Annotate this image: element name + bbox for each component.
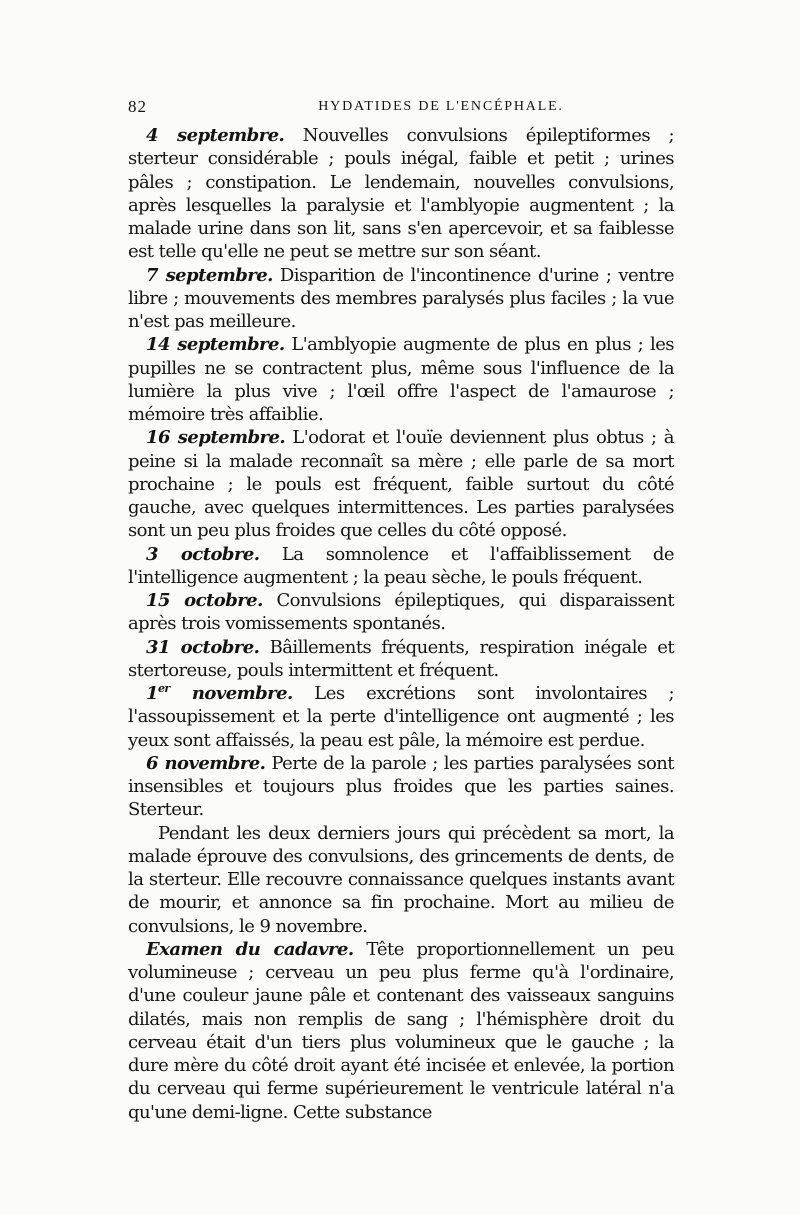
paragraph-death xyxy=(128,822,674,938)
entry-text: L'amblyopie augmente de plus en plus ; les pupilles ne se contractent plus, même sous l'influence de la lumière la plus vive ; l'œil offre l'aspect de l'amaurose ; mémoire très affaiblie. xyxy=(128,334,674,425)
entry-text: Convulsions épileptiques, qui disparaissent après trois vomissements spontanés. xyxy=(128,590,675,635)
entry-text: Nouvelles convulsions épileptiformes ; sterteur considérable ; pouls inégal, faible et petit ; urines pâles ; constipation. Le lendemain, nouvelles convulsions, après lesquelles la paralysie et l'amblyopie augmentent ; la malade urine dans son lit, sans s'en apercevoir, et sa faiblesse est telle qu'elle ne peut se mettre sur son séant. xyxy=(128,125,675,263)
entry-text: Disparition de l'incontinence d'urine ; ventre libre ; mouvements des membres paralysés plus faciles ; la vue n'est pas meilleure. xyxy=(128,264,674,332)
paragraph-1-novembre xyxy=(128,682,674,752)
entry-date: 15 octobre. xyxy=(146,590,263,611)
entry-date-month: novembre. xyxy=(169,683,293,704)
entry-text: L'odorat et l'ouïe deviennent plus obtus ; à peine si la malade reconnaît sa mère ; elle parle de sa mort prochaine ; le pouls est fréquent, faible surtout du côté gauche, avec quelques intermittences. Les parties paralysées sont un peu plus froides que celles du côté opposé. xyxy=(128,427,674,542)
body-text xyxy=(128,124,674,1124)
entry-date xyxy=(146,683,293,704)
entry-date-prefix: 1 xyxy=(146,683,158,704)
entry-text: Bâillements fréquents, respiration inégale et stertoreuse, pouls intermittent et fréquent. xyxy=(128,636,675,681)
paragraph-3-octobre xyxy=(128,543,674,590)
paragraph-31-octobre xyxy=(128,636,674,683)
paragraph-14-septembre xyxy=(128,333,674,426)
entry-text: Perte de la parole ; les parties paralysées sont insensibles et toujours plus froides que les parties saines. Sterteur. xyxy=(128,752,674,821)
section-heading: Examen du cadavre. xyxy=(146,938,354,960)
paragraph-16-septembre xyxy=(128,426,674,542)
entry-date-superscript: er xyxy=(157,682,170,695)
entry-text: Pendant les deux derniers jours qui précèdent sa mort, la malade éprouve des convulsions, des grincements de dents, de la sterteur. Elle recouvre connaissance quelques instants avant de mourir, et annonce sa fin prochaine. Mort au milieu de convulsions, le 9 novembre. xyxy=(128,822,674,937)
entry-date: 3 octobre. xyxy=(146,543,260,565)
entry-date: 7 septembre. xyxy=(146,264,273,286)
paragraph-autopsy xyxy=(128,938,674,1124)
paragraph-6-novembre xyxy=(128,752,674,822)
entry-text: La somnolence et l'affaiblissement de l'intelligence augmentent ; la peau sèche, le pouls fréquent. xyxy=(128,543,674,588)
entry-text: Les excrétions sont involontaires ; l'assoupissement et la perte d'intelligence ont augmenté ; les yeux sont affaissés, la peau est pâle, la mémoire est perdue. xyxy=(128,683,674,751)
entry-date: 4 septembre. xyxy=(146,125,285,146)
entry-date: 16 septembre. xyxy=(146,427,286,449)
page-header xyxy=(128,97,674,121)
running-title: HYDATIDES DE L'ENCÉPHALE. xyxy=(318,99,564,114)
paragraph-15-octobre xyxy=(128,589,674,636)
entry-date: 31 octobre. xyxy=(146,636,260,658)
page-number: 82 xyxy=(128,97,147,116)
entry-text: Tête proportionnellement un peu volumineuse ; cerveau un peu plus ferme qu'à l'ordinaire, d'une couleur jaune pâle et contenant des vaisseaux sanguins dilatés, mais non remplis de sang ; l'hémisphère droit du cerveau était d'un tiers plus volumineux que le gauche ; la dure mère du côté droit ayant été incisée et enlevée, la portion du cerveau qui ferme supérieurement le ventricule latéral n'a qu'une demi-ligne. Cette substance xyxy=(128,938,674,1123)
entry-date: 14 septembre. xyxy=(146,334,285,356)
paragraph-4-septembre xyxy=(128,124,674,264)
paragraph-7-septembre xyxy=(128,264,674,334)
entry-date: 6 novembre. xyxy=(146,752,266,774)
